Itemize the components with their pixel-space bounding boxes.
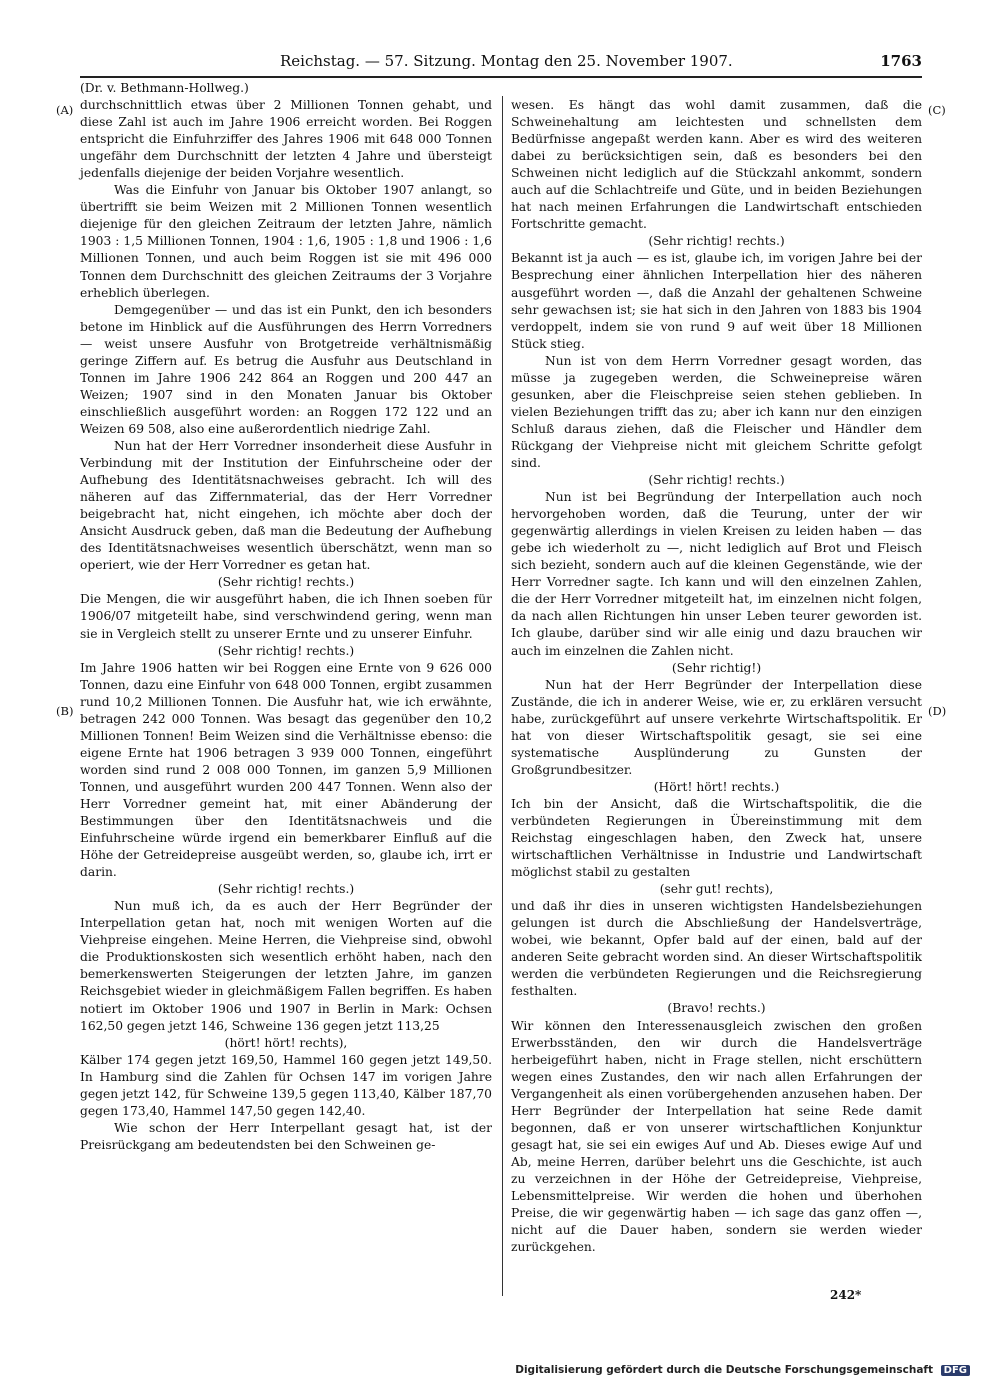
paragraph: Nun hat der Herr Vorredner insonderheit diese Ausfuhr in Verbindung mit der Institution der Einfuhrscheine oder der Aufhebung des Identitätsnachweises gebracht. Ich will des näheren auf das Ziffernmaterial, das der Herr Vorredner beigebracht hat, nicht eingehen, ich möchte aber doch der Ansicht Ausdruck geben, daß man die Bedeutung der Aufhebung des Identitätsnachweises wesentlich überschätzt, wenn man so operiert, wie der Herr Vorredner es getan hat. [80,438,492,573]
interjection: (Sehr richtig! rechts.) [217,643,355,658]
margin-marker-a: (A) [56,103,74,117]
interjection: (Sehr richtig! rechts.) [648,473,785,488]
paragraph: Was die Einfuhr von Januar bis Oktober 1907 anlangt, so übertrifft sie beim Weizen mit 2 Millionen Tonnen wesentlich diejenige für den gleichen Zeitraum der letzten Jahre, nämlich 1903 : 1,5 Millionen Tonnen, 1904 : 1,6, 1905 : 1,8 und 1906 : 1,6 Millionen Tonnen, und auch beim Roggen ist sie mit 496 000 Tonnen dem Durchschnitt des gleichen Zeitraums der 3 Vorjahre erheblich überlegen. [80,183,492,300]
interjection: (Hört! hört! rechts.) [653,779,780,794]
signature-mark: 242* [830,1288,862,1302]
paragraph: Nun hat der Herr Begründer der Interpellation diese Zustände, die ich in anderer Weise, wie er, zu erklären versucht habe, zurückgeführt auf unsere verkehrte Wirtschaftspolitik. Er hat von dieser Wirtschaftspolitik gesagt, sie sei eine systematische Ausplünderung zu Gunsten der Großgrundbesitzer. [511,677,922,777]
interjection: (hört! hört! rechts), [224,1035,348,1050]
interjection: (Bravo! rechts.) [667,1001,766,1016]
paragraph: Wie schon der Herr Interpellant gesagt hat, ist der Preisrückgang am bedeutendsten bei den Schweinen ge- [80,1120,492,1152]
interjection: (Sehr richtig! rechts.) [217,575,355,590]
paragraph: Kälber 174 gegen jetzt 169,50, Hammel 160 gegen jetzt 149,50. In Hamburg sind die Zahlen für Ochsen 147 im vorigen Jahre gegen jetzt 142, für Schweine 139,5 gegen 113,40, Kälber 187,70 gegen 173,40, Hammel 147,50 gegen 142,40. [80,1052,492,1118]
interjection: (Sehr richtig!) [671,660,762,675]
paragraph: Die Mengen, die wir ausgeführt haben, die ich Ihnen soeben für 1906/07 mitgeteilt habe, sind verschwindend gering, wenn man sie in Vergleich stellt zu unserer Ernte und zu unserer Einfuhr. [80,592,492,641]
paragraph: Wir können den Interessenausgleich zwischen den großen Erwerbsständen, den wir durch die Handelsverträge herbeigeführt haben, nicht in Frage stellen, nicht erschüttern wegen eines Zustandes, den wir nach allen Erfahrungen der Vergangenheit als einen vorübergehenden anzusehen haben. Der Herr Begründer der Interpellation hat seine Rede damit begonnen, daß er von unserer wirtschaftlichen Konjunktur gesagt hat, sie sei ein ewiges Auf und Ab. Dieses ewige Auf und Ab, meine Herren, darüber belehrt uns die Geschichte, ist auch zu verzeichnen in der Höhe der Getreidepreise, Viehpreise, Lebensmittelpreise. Wir werden die hohen und überhohen Preise, die wir gegenwärtig haben — ich sage das ganz offen —, nicht auf die Dauer haben, sondern sie werden wieder zurückgehen. [511,1018,922,1255]
digitization-credit [515,1364,970,1376]
paragraph: Nun ist von dem Herrn Vorredner gesagt worden, das müsse ja zugegeben werden, die Schweinepreise wären gesunken, aber die Fleischpreise seien stehen geblieben. In vielen Beziehungen trifft das zu; aber ich kann nur den einzigen Schluß daraus ziehen, daß die Fleischer und Händler dem Rückgang der Viehpreise nicht mit gleichem Schritte gefolgt sind. [511,353,922,470]
paragraph: Nun ist bei Begründung der Interpellation auch noch hervorgehoben worden, daß die Teurung, unter der wir gegenwärtig allerdings in vielen Kreisen zu leiden haben — das gebe ich wiederholt zu —, nicht lediglich auf Brot und Fleisch sich bezieht, sondern auch auf die kleinen Gegenstände, wie der Herr Vorredner sagte. Ich kann und will den einzelnen Zahlen, die der Herr Vorredner mitgeteilt hat, im einzelnen nicht folgen, da nach allen Richtungen hin unser Leben teurer geworden ist. Ich glaube, darüber sind wir alle einig und dazu brauchen wir auch im einzelnen die Zahlen nicht. [511,490,922,658]
paragraph: wesen. Es hängt das wohl damit zusammen, daß die Schweinehaltung am leichtesten und schnellsten dem Bedürfnisse angepaßt werden kann. Aber es wird des weiteren dabei zu berücksichtigen sein, daß es besonders bei den Schweinen nicht lediglich auf die Stückzahl ankommt, sondern auch auf die Schlachtreife und Güte, und in beiden Beziehungen hat nach meinen Erfahrungen die Landwirtschaft entschieden Fortschritte gemacht. [511,98,922,232]
running-title: Reichstag. — 57. Sitzung. Montag den 25. November 1907. [280,52,733,70]
interjection: (Sehr richtig! rechts.) [648,234,785,249]
interjection: (sehr gut! rechts), [659,882,774,897]
paragraph: Im Jahre 1906 hatten wir bei Roggen eine Ernte von 9 626 000 Tonnen, dazu eine Einfuhr von 648 000 Tonnen, ergibt zusammen rund 10,2 Millionen Tonnen. Die Ausfuhr hat, wie ich erwähnte, betragen 242 000 Tonnen. Was besagt das gegenüber den 10,2 Millionen Tonnen! Beim Weizen sind die Verhältnisse ebenso: die eigene Ernte hat 1906 betragen 3 939 000 Tonnen, eingeführt worden sind rund 2 008 000 Tonnen, im ganzen 5,9 Millionen Tonnen, und ausgeführt wurden 200 447 Tonnen. Wenn also der Herr Vorredner gemeint hat, mit einer Abänderung der Bestimmungen über den Identitätsnachweis und die Einfuhrscheine würde irgend ein bemerkbarer Einfluß auf die Höhe der Getreidepreise ausgeübt werden, so, glaube ich, irrt er darin. [80,660,492,880]
paragraph: und daß ihr dies in unseren wichtigsten Handelsbeziehungen gelungen ist durch die Abschließung der Handelsverträge, wobei, wie bekannt, Opfer bald auf der einen, bald auf der anderen Seite gebracht worden sind. An dieser Wirtschaftspolitik werden die verbündeten Regierungen und die Reichsregierung festhalten. [511,899,922,999]
paragraph: durchschnittlich etwas über 2 Millionen Tonnen gehabt, und diese Zahl ist auch im Jahre 1906 erreicht worden. Bei Roggen entspricht die Einfuhrziffer des Jahres 1906 mit 648 000 Tonnen ungefähr dem Durchschnitt der letzten 4 Jahre und übersteigt jedenfalls diejenige der beiden Vorjahre wesentlich. [80,98,492,181]
column-divider [502,96,503,1296]
paragraph: Nun muß ich, da es auch der Herr Begründer der Interpellation getan hat, noch mit wenigen Worten auf die Viehpreise eingehen. Meine Herren, die Viehpreise sind, obwohl die Produktionskosten sich wesentlich erhöht haben, nach den bemerkenswerten Steigerungen der letzten Jahre, im ganzen Reichsgebiet wieder in gleichmäßigem Fallen begriffen. Es haben notiert im Oktober 1906 und 1907 in Berlin in Mark: Ochsen 162,50 gegen jetzt 146, Schweine 136 gegen jetzt 113,25 [80,899,492,1033]
margin-marker-b: (B) [56,704,74,718]
left-text-column [80,80,492,1154]
page-header [80,52,922,74]
speaker-name: (Dr. v. Bethmann-Hollweg.) [80,81,249,95]
right-text-column [511,97,922,1256]
interjection: (Sehr richtig! rechts.) [217,882,355,897]
paragraph: Ich bin der Ansicht, daß die Wirtschaftspolitik, die die verbündeten Regierungen in Übereinstimmung mit dem Reichstag eingeschlagen haben, den Zweck hat, unsere wirtschaftlichen Verhältnisse in Industrie und Landwirtschaft möglichst stabil zu gestalten [511,796,922,880]
margin-marker-c: (C) [928,103,946,117]
credit-text: Digitalisierung gefördert durch die Deutsche Forschungsgemeinschaft [515,1364,933,1376]
paragraph: Bekannt ist ja auch — es ist, glaube ich, im vorigen Jahre bei der Besprechung einer ähnlichen Interpellation hier des näheren ausgeführt worden —, daß die Anzahl der gehaltenen Schweine sehr gewachsen ist; sie hat sich in den Jahren von 1883 bis 1904 verdoppelt, indem sie von rund 9 auf weit über 18 Millionen Stück stieg. [511,251,922,351]
margin-marker-d: (D) [928,704,947,718]
page-number: 1763 [880,52,922,70]
paragraph: Demgegenüber — und das ist ein Punkt, den ich besonders betone im Hinblick auf die Ausführungen des Herrn Vorredners — weist unsere Ausfuhr von Brotgetreide verhältnismäßig geringe Ziffern auf. Es betrug die Ausfuhr aus Deutschland in Tonnen im Jahre 1906 242 864 an Roggen und 200 447 an Weizen; 1907 sind in den Monaten Januar bis Oktober einschließlich ausgeführt worden: an Roggen 172 122 und an Weizen 69 508, also eine außerordentlich niedrige Zahl. [80,302,492,436]
dfg-logo: DFG [941,1365,970,1376]
header-rule [80,76,922,78]
